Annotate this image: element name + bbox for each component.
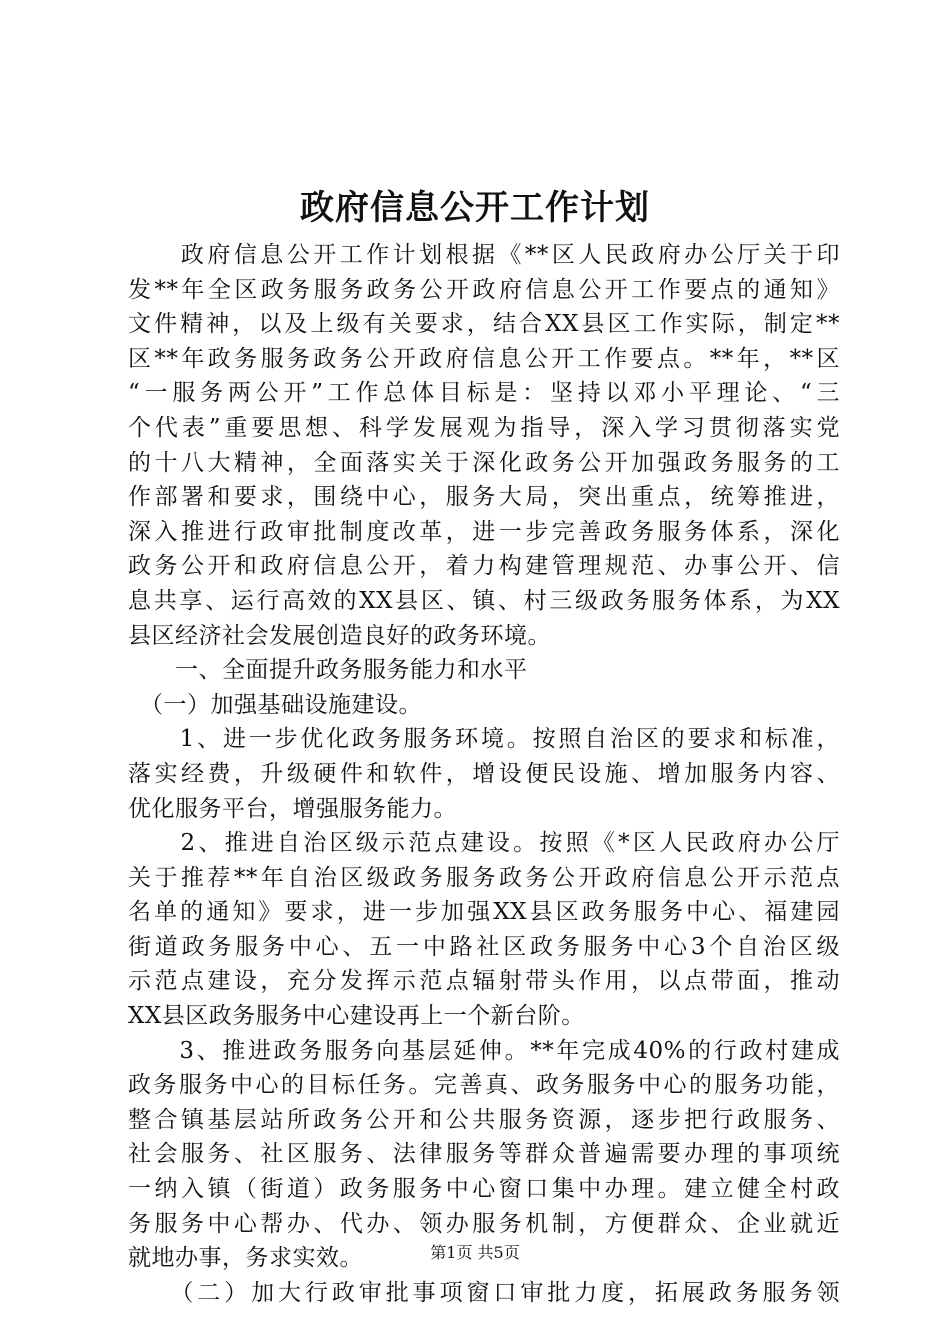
text-line: 区**年政务服务政务公开政府信息公开工作要点。**年，**区	[128, 345, 840, 372]
text-line: 文件精神，以及上级有关要求，结合XX县区工作实际，制定**	[128, 311, 840, 338]
text-line: 深入推进行政审批制度改革，进一步完善政务服务体系，深化	[128, 518, 840, 545]
text-line: 名单的通知》要求，进一步加强XX县区政务服务中心、福建园	[128, 899, 840, 926]
subsection-heading: （二）加大行政审批事项窗口审批力度，拓展政务服务领	[128, 1279, 840, 1306]
text-line: “一服务两公开”工作总体目标是：坚持以邓小平理论、“三	[128, 380, 840, 407]
text-line: 务服务中心帮办、代办、领办服务机制，方便群众、企业就近	[128, 1210, 840, 1237]
text-line: 个代表”重要思想、科学发展观为指导，深入学习贯彻落实党	[128, 414, 840, 441]
text-line: 3、推进政务服务向基层延伸。**年完成40%的行政村建成	[128, 1037, 840, 1064]
text-line: 作部署和要求，围绕中心，服务大局，突出重点，统筹推进，	[128, 484, 840, 511]
subsection-heading: （一）加强基础设施建设。	[128, 691, 422, 718]
text-line: 政务公开和政府信息公开，着力构建管理规范、办事公开、信	[128, 553, 840, 580]
text-line: 政府信息公开工作计划根据《**区人民政府办公厅关于印	[128, 242, 840, 268]
text-line: 整合镇基层站所政务公开和公共服务资源，逐步把行政服务、	[128, 1106, 840, 1133]
text-line: 政务服务中心的目标任务。完善真、政务服务中心的服务功能，	[128, 1072, 840, 1099]
document-title: 政府信息公开工作计划	[300, 188, 650, 228]
text-line: 就地办事，务求实效。	[128, 1245, 363, 1272]
text-line: 1、进一步优化政务服务环境。按照自治区的要求和标准，	[128, 726, 840, 753]
text-line: 县区经济社会发展创造良好的政务环境。	[128, 622, 551, 649]
text-line: 关于推荐**年自治区级政务服务政务公开政府信息公开示范点	[128, 864, 840, 891]
text-line: 优化服务平台，增强服务能力。	[128, 795, 457, 822]
text-line: XX县区政务服务中心建设再上一个新台阶。	[128, 1003, 585, 1030]
text-line: 社会服务、社区服务、法律服务等群众普遍需要办理的事项统	[128, 1141, 840, 1168]
text-line: 落实经费，升级硬件和软件，增设便民设施、增加服务内容、	[128, 760, 840, 787]
page-number-footer: 第1页 共5页	[430, 1243, 520, 1262]
text-line: 街道政务服务中心、五一中路社区政务服务中心3个自治区级	[128, 933, 840, 960]
text-line: 一纳入镇（街道）政务服务中心窗口集中办理。建立健全村政	[128, 1176, 840, 1203]
text-line: 发**年全区政务服务政务公开政府信息公开工作要点的通知》	[128, 276, 840, 303]
text-line: 2、推进自治区级示范点建设。按照《*区人民政府办公厅	[128, 830, 840, 857]
text-line: 息共享、运行高效的XX县区、镇、村三级政务服务体系，为XX	[128, 587, 840, 614]
text-line: 示范点建设，充分发挥示范点辐射带头作用，以点带面，推动	[128, 968, 840, 995]
text-line: 的十八大精神，全面落实关于深化政务公开加强政务服务的工	[128, 449, 840, 476]
document-body	[128, 238, 840, 1310]
section-heading: 一、全面提升政务服务能力和水平	[128, 657, 528, 684]
